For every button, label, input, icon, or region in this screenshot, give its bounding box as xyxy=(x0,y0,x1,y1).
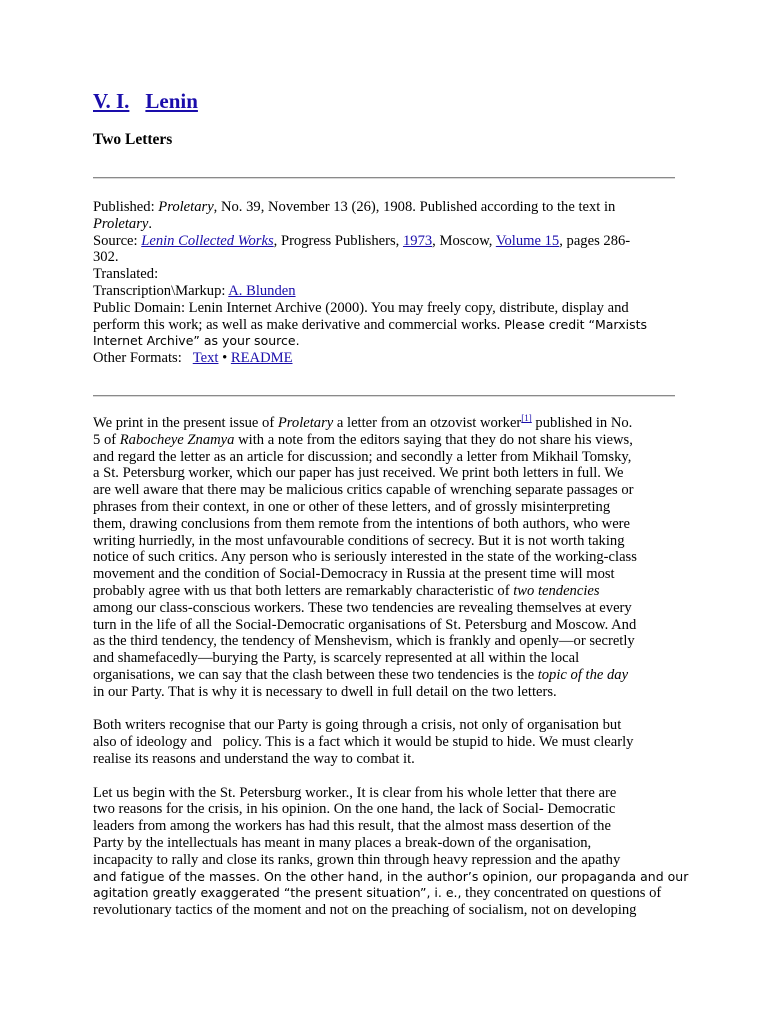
public-domain-notice: Public Domain: Lenin Internet Archive (2000). You may freely copy, distribute, display and perform this work; as well as make derivative and commercial works. Please credit “Marxists Internet Archive” as your source. xyxy=(93,299,648,349)
collected-works-link[interactable]: Lenin Collected Works xyxy=(141,232,274,249)
footnote-link[interactable]: [1] xyxy=(521,413,532,424)
text-format-link[interactable]: Text xyxy=(192,350,219,367)
paragraph-2: Both writers recognise that our Party is going through a crisis, not only of organisation but also of ideology and policy. This is a fact which it would be stupid to hide. We must clearly realise its reasons and understand the way to combat it. xyxy=(93,717,634,767)
author-heading xyxy=(93,86,198,116)
paragraph-1: We print in the present issue of Proletary a letter from an otzovist worker[1] published in No. 5 of Rabocheye Znamya with a note from the editors saying that they do not share his views, and regard the letter as an article for discussion; and secondly a letter from Mikhail Tomsky, a St. Petersburg worker, which our paper has just received. We print both letters in full. We are well aware that there may be malicious critics capable of wrenching separate passages or phrases from their context, in one or other of these letters, and of grossly misinterpreting them, drawing conclusions from them remote from the intentions of both authors, who were writing hurriedly, in the most unfavourable conditions of secrecy. But it is not worth taking notice of such critics. Any person who is seriously interested in the state of the working-class movement and the condition of Social-Democracy in Russia at the present time will most probably agree with us that both letters are remarkably characteristic of two tendencies among our class-conscious workers. These two tendencies are revealing themselves at every turn in the life of all the Social-Democratic organisations of St. Petersburg and Moscow. And as the third tendency, the tendency of Menshevism, which is frankly and openly—or secretly and shamefacedly—burying the Party, is scarcely represented at all within the local organisations, we can say that the clash between these two tendencies is the topic of the day in our Party. That is why it is necessary to dwell in full detail on the two letters. xyxy=(93,413,637,700)
transcription-line: Transcription\Markup: A. Blunden xyxy=(93,282,296,299)
author-name-link[interactable]: Lenin xyxy=(145,89,198,113)
volume-link[interactable]: Volume 15 xyxy=(495,232,560,249)
article-body xyxy=(93,413,689,936)
other-formats-line: Other Formats: Text • README xyxy=(93,350,293,367)
header-divider xyxy=(93,177,675,179)
source-line: Source: Lenin Collected Works, Progress Publishers, 1973, Moscow, Volume 15, pages 286- 302. xyxy=(93,232,631,266)
info-divider xyxy=(93,395,675,397)
transcriber-link[interactable]: A. Blunden xyxy=(228,282,296,299)
translated-line: Translated: xyxy=(93,266,159,283)
paragraph-3: Let us begin with the St. Petersburg worker., It is clear from his whole letter that there are two reasons for the crisis, in his opinion. On the one hand, the lack of Social- Democratic leaders from among the workers has had this result, that the almost mass desertion of the Party by the intellectuals has meant in many places a break-down of the organisation, incapacity to rally and close its ranks, grown thin through heavy repression and the apathy and fatigue of the masses. On the other hand, in the author’s opinion, our propaganda and our agitation greatly exaggerated “the present situation”, i. e., they concentrated on questions of revolutionary tactics of the moment and not on the preaching of socialism, not on developing xyxy=(93,784,689,919)
readme-link[interactable]: README xyxy=(230,350,293,367)
publication-info xyxy=(93,199,675,367)
author-initials-link[interactable]: V. I. xyxy=(93,89,130,113)
published-line: Published: Proletary, No. 39, November 13 (26), 1908. Published according to the text in Proletary. xyxy=(93,199,616,232)
document-title: Two Letters xyxy=(93,131,173,148)
year-link[interactable]: 1973 xyxy=(402,232,433,249)
